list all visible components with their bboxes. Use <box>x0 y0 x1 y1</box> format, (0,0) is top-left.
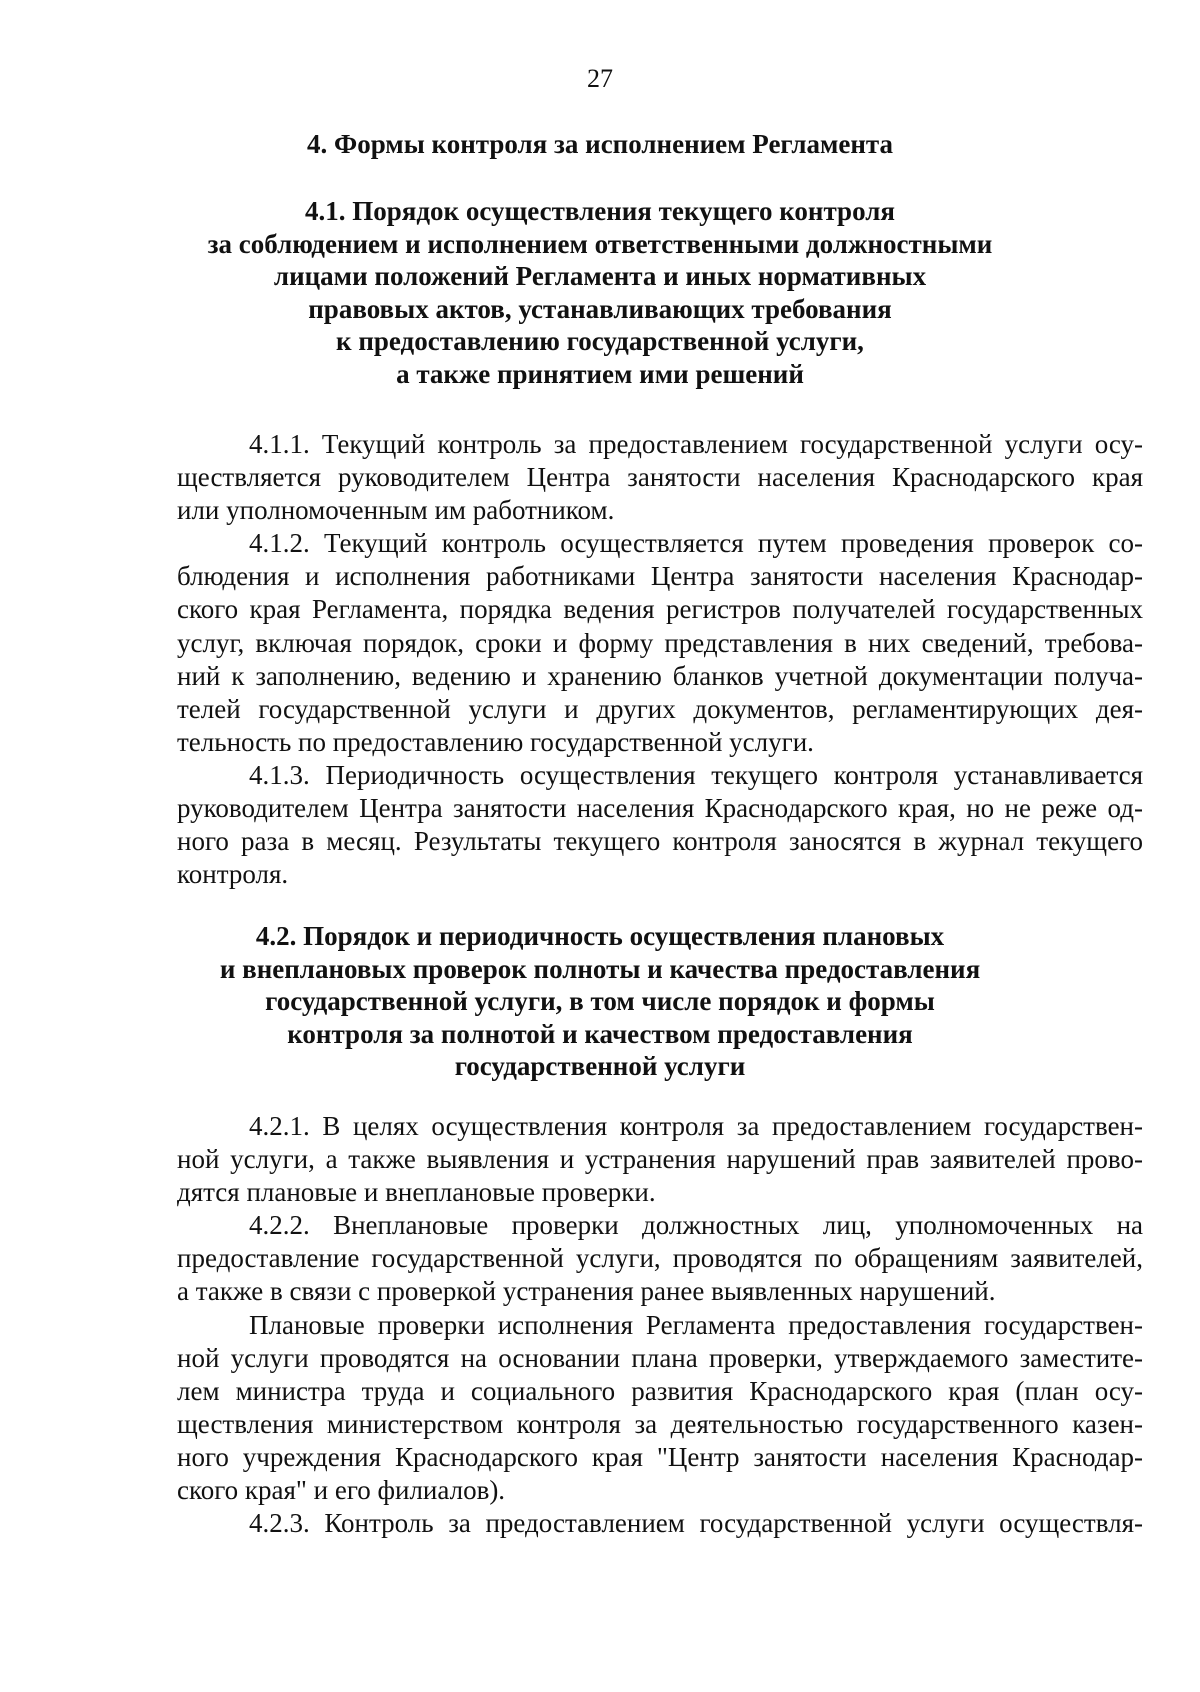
text-line: услуг, включая порядок, сроки и форму представления в них сведений, требова- <box>177 627 1143 658</box>
heading-line: лицами положений Регламента и иных нормативных <box>273 261 927 292</box>
paragraph-4-1-1 <box>177 428 1143 527</box>
heading-line: к предоставлению государственной услуги, <box>336 326 864 357</box>
text-line: ществляется руководителем Центра занятости населения Краснодарского края <box>177 462 1143 493</box>
text-line: или уполномоченным им работником. <box>177 495 615 526</box>
page-number: 27 <box>587 64 613 93</box>
paragraph-4-1-2 <box>177 527 1143 759</box>
text-line: руководителем Центра занятости населения Краснодарского края, но не реже од- <box>177 793 1143 824</box>
text-line: 4.1.2. Текущий контроль осуществляется путем проведения проверок со- <box>249 528 1143 559</box>
subsection-4-1-title <box>0 195 1200 391</box>
heading-line: контроля за полнотой и качеством предоставления <box>287 1018 913 1049</box>
text-line: ной услуги проводятся на основании плана проверки, утверждаемого заместите- <box>177 1342 1143 1373</box>
text-line: контроля. <box>177 859 289 890</box>
paragraph-4-2-1 <box>177 1110 1143 1209</box>
section-title <box>0 128 1200 161</box>
text-line: ной услуги, а также выявления и устранения нарушений прав заявителей прово- <box>177 1144 1143 1175</box>
heading-line: правовых актов, устанавливающих требования <box>308 293 892 324</box>
text-line: 4.1.3. Периодичность осуществления текущего контроля устанавливается <box>249 759 1143 790</box>
section-title-text: 4. Формы контроля за исполнением Регламента <box>307 129 893 159</box>
text-line: дятся плановые и внеплановые проверки. <box>177 1177 656 1208</box>
paragraph-4-2-3 <box>177 1507 1143 1540</box>
text-line: телей государственной услуги и других документов, регламентирующих дея- <box>177 693 1143 724</box>
heading-line: а также принятием ими решений <box>396 358 804 389</box>
text-line: 4.2.1. В целях осуществления контроля за предоставлением государствен- <box>249 1111 1143 1141</box>
paragraph-planned-checks <box>177 1309 1143 1508</box>
text-line: 4.1.1. Текущий контроль за предоставлением государственной услуги осу- <box>249 429 1143 459</box>
text-line: предоставление государственной услуги, проводятся по обращениям заявителей, <box>177 1243 1143 1274</box>
heading-line: за соблюдением и исполнением ответственными должностными <box>207 228 993 259</box>
heading-line: государственной услуги <box>454 1051 746 1082</box>
text-line: блюдения и исполнения работниками Центра занятости населения Краснодар- <box>177 561 1143 592</box>
heading-line: и внеплановых проверок полноты и качества предоставления <box>219 953 981 984</box>
heading-line: 4.2. Порядок и периодичность осуществления плановых <box>255 921 945 951</box>
text-line: ского края" и его филиалов). <box>177 1475 506 1506</box>
text-line: тельность по предоставлению государственной услуги. <box>177 726 814 757</box>
text-line: ний к заполнению, ведению и хранению бланков учетной документации получа- <box>177 660 1143 691</box>
text-line: ществления министерством контроля за деятельностью государственного казен- <box>177 1408 1143 1439</box>
subsection-4-2-title <box>0 920 1200 1083</box>
heading-line: 4.1. Порядок осуществления текущего контроля <box>305 196 895 226</box>
text-line: ского края Регламента, порядка ведения регистров получателей государственных <box>177 594 1143 625</box>
text-line: ного учреждения Краснодарского края "Центр занятости населения Краснодар- <box>177 1441 1143 1472</box>
subsection-4-2-body <box>177 1110 1143 1540</box>
text-line: а также в связи с проверкой устранения ранее выявленных нарушений. <box>177 1276 996 1307</box>
heading-line: государственной услуги, в том числе порядок и формы <box>265 986 935 1017</box>
text-line: Плановые проверки исполнения Регламента предоставления государствен- <box>249 1309 1143 1340</box>
text-line: 4.2.3. Контроль за предоставлением государственной услуги осуществля- <box>249 1508 1143 1539</box>
paragraph-4-1-3 <box>177 759 1143 891</box>
paragraph-4-2-2 <box>177 1209 1143 1308</box>
subsection-4-1-body <box>177 428 1143 891</box>
text-line: лем министра труда и социального развития Краснодарского края (план осу- <box>177 1375 1143 1406</box>
text-line: ного раза в месяц. Результаты текущего контроля заносятся в журнал текущего <box>177 826 1143 857</box>
text-line: 4.2.2. Внеплановые проверки должностных лиц, уполномоченных на <box>249 1210 1143 1241</box>
